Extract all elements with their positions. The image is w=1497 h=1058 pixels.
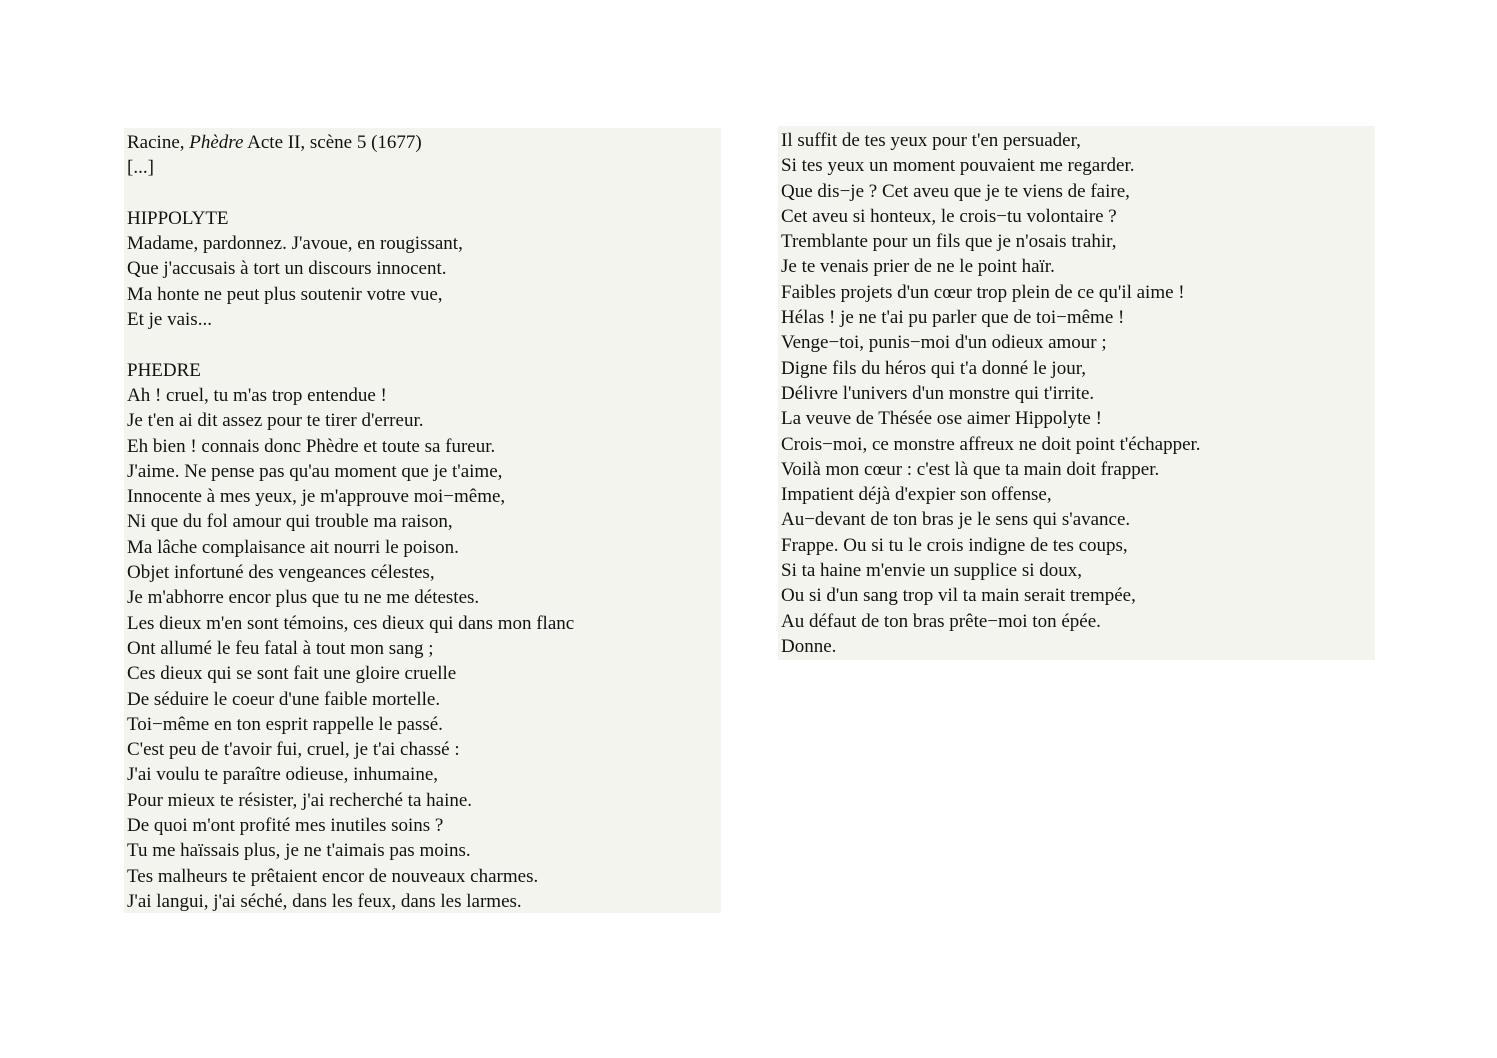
verse-line: Tremblante pour un fils que je n'osais trahir,	[781, 231, 1117, 253]
verse-line: Au défaut de ton bras prête−moi ton épée.	[781, 610, 1101, 632]
blank-line	[127, 332, 718, 357]
verse-line: Au−devant de ton bras je le sens qui s'avance.	[781, 509, 1131, 531]
verse-line: J'aime. Ne pense pas qu'au moment que je t'aime,	[127, 460, 503, 482]
verse-line: Tes malheurs te prêtaient encor de nouveaux charmes.	[127, 865, 539, 887]
verse-line: Voilà mon cœur : c'est là que ta main doit frapper.	[781, 458, 1160, 480]
verse-line: J'ai voulu te paraître odieuse, inhumaine,	[127, 764, 439, 786]
speaker-phedre: PHEDRE	[127, 359, 201, 381]
verse-line: Je te venais prier de ne le point haïr.	[781, 256, 1055, 278]
verse-line: Les dieux m'en sont témoins, ces dieux qui dans mon flanc	[127, 612, 575, 634]
verse-line: Donne.	[781, 635, 837, 657]
verse-line: Ou si d'un sang trop vil ta main serait trempée,	[781, 585, 1136, 607]
verse-line: Toi−même en ton esprit rappelle le passé.	[127, 713, 443, 735]
phedre-speech	[127, 383, 718, 914]
verse-line: Cet aveu si honteux, le crois−tu volontaire ?	[781, 205, 1117, 227]
verse-line: Ah ! cruel, tu m'as trop entendue !	[127, 384, 387, 406]
source-header	[127, 130, 718, 155]
verse-line: De quoi m'ont profité mes inutiles soins ?	[127, 815, 444, 837]
verse-line: De séduire le coeur d'une faible mortelle.	[127, 688, 441, 710]
verse-line: Ces dieux qui se sont fait une gloire cruelle	[127, 663, 457, 685]
verse-line: Objet infortuné des vengeances célestes,	[127, 562, 435, 584]
verse-line: Faibles projets d'un cœur trop plein de ce qu'il aime !	[781, 281, 1185, 303]
verse-line: Hélas ! je ne t'ai pu parler que de toi−même !	[781, 307, 1125, 329]
verse-line: La veuve de Thésée ose aimer Hippolyte !	[781, 408, 1102, 430]
verse-line: Ni que du fol amour qui trouble ma raison,	[127, 511, 453, 533]
verse-line: J'ai langui, j'ai séché, dans les feux, dans les larmes.	[127, 890, 522, 912]
verse-line: Frappe. Ou si tu le crois indigne de tes coups,	[781, 534, 1128, 556]
verse-line: Madame, pardonnez. J'avoue, en rougissant,	[127, 233, 463, 255]
play-title: Phèdre	[189, 132, 244, 153]
verse-line: Innocente à mes yeux, je m'approuve moi−même,	[127, 486, 506, 508]
verse-line: Crois−moi, ce monstre affreux ne doit point t'échapper.	[781, 433, 1201, 455]
verse-line: Impatient déjà d'expier son offense,	[781, 484, 1052, 506]
verse-line: Pour mieux te résister, j'ai recherché ta haine.	[127, 789, 473, 811]
verse-line: Il suffit de tes yeux pour t'en persuader,	[781, 130, 1081, 151]
speaker-hippolyte: HIPPOLYTE	[127, 207, 229, 229]
verse-line: Ma lâche complaisance ait nourri le poison.	[127, 536, 459, 558]
verse-line: Et je vais...	[127, 309, 212, 331]
hippolyte-speech	[127, 231, 718, 332]
right-text-column	[778, 126, 1375, 660]
left-text-column	[124, 128, 721, 913]
blank-line	[127, 181, 718, 206]
verse-line: Ont allumé le feu fatal à tout mon sang ;	[127, 637, 434, 659]
verse-line: Tu me haïssais plus, je ne t'aimais pas moins.	[127, 840, 471, 862]
verse-line: Je t'en ai dit assez pour te tirer d'erreur.	[127, 410, 424, 432]
verse-line: Ma honte ne peut plus soutenir votre vue,	[127, 283, 443, 305]
omission-marker: [...]	[127, 157, 154, 179]
source-details: Acte II, scène 5 (1677)	[243, 132, 422, 153]
verse-line: Si tes yeux un moment pouvaient me regarder.	[781, 155, 1135, 177]
verse-line: Eh bien ! connais donc Phèdre et toute sa fureur.	[127, 435, 496, 457]
verse-line: Venge−toi, punis−moi d'un odieux amour ;	[781, 332, 1107, 354]
verse-line: Si ta haine m'envie un supplice si doux,	[781, 560, 1083, 582]
verse-line: Je m'abhorre encor plus que tu ne me détestes.	[127, 587, 480, 609]
verse-line: Digne fils du héros qui t'a donné le jour,	[781, 357, 1087, 379]
verse-line: Que dis−je ? Cet aveu que je te viens de faire,	[781, 180, 1130, 202]
verse-line: C'est peu de t'avoir fui, cruel, je t'ai chassé :	[127, 739, 460, 761]
source-author: Racine,	[127, 132, 190, 153]
verse-line: Délivre l'univers d'un monstre qui t'irrite.	[781, 382, 1095, 404]
verse-line: Que j'accusais à tort un discours innocent.	[127, 258, 447, 280]
